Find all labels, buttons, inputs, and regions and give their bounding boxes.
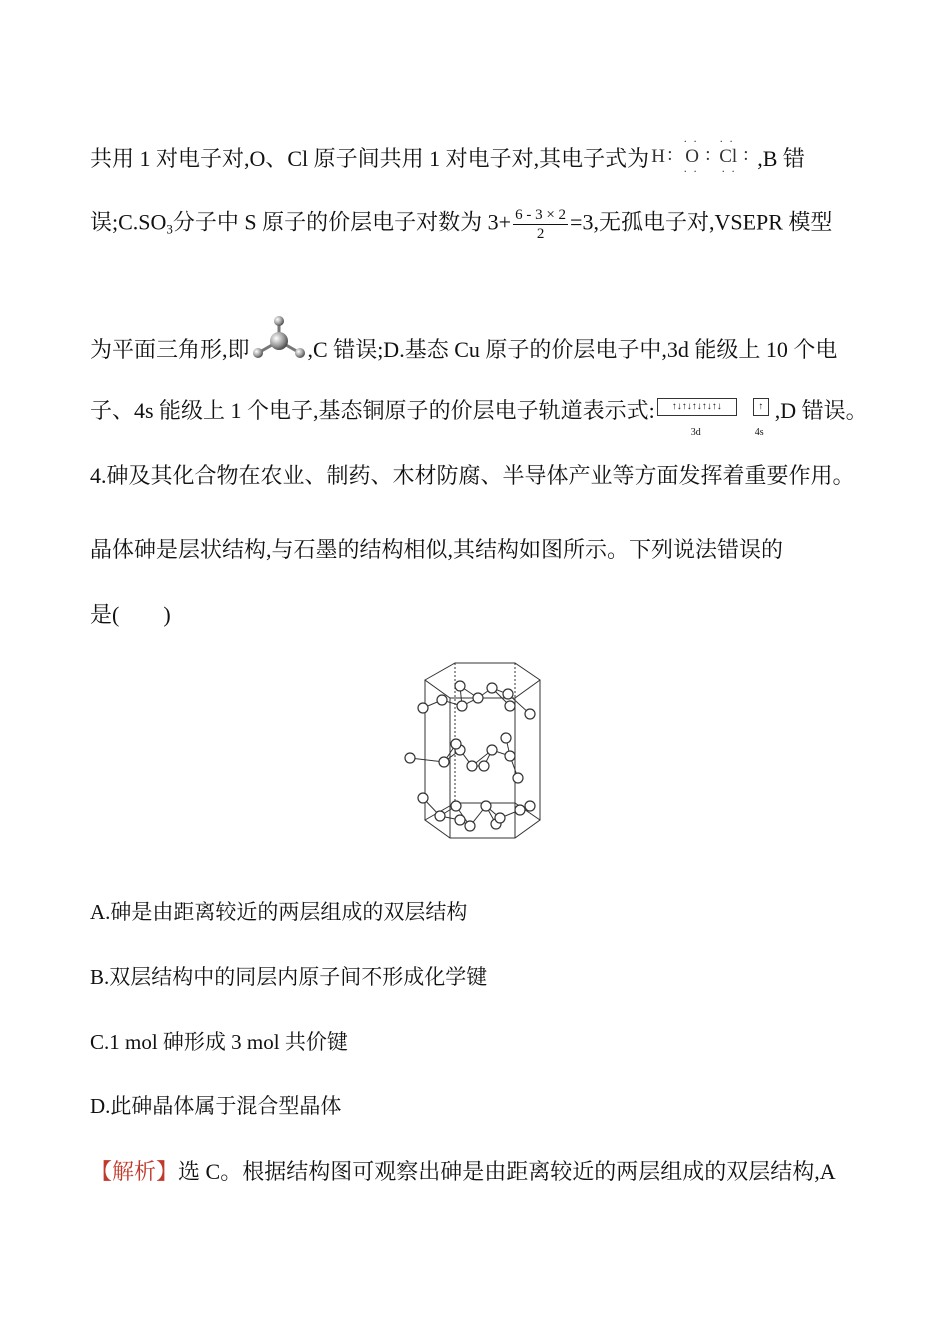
text-segment: ,C 错误;D.基态 Cu 原子的价层电子中,3d 能级上 10 个电 (307, 337, 838, 362)
analysis-text: 选 C。根据结构图可观察出砷是由距离较近的两层组成的双层结构,A (178, 1159, 836, 1184)
text-segment: 误;C.SO (90, 209, 167, 235)
subscript: 3 (166, 221, 173, 237)
orbital-4s-box: ↑ (753, 398, 769, 416)
fraction (513, 206, 568, 243)
so3-molecule-model-icon (250, 313, 308, 363)
text-segment: =3,无孤电子对,VSEPR 模型 (570, 209, 833, 235)
text-segment: ,D 错误。 (774, 398, 868, 423)
question-line-1: 4.砷及其化合物在农业、制药、木材防腐、半导体产业等方面发挥着重要作用。 (90, 463, 855, 488)
atom-h: H (651, 145, 665, 167)
atom-cl: Cl (719, 145, 738, 167)
analysis-line-2 (90, 206, 832, 245)
electron-formula-hocl: H : ·· O ·· : ·· Cl : ·· (651, 133, 749, 178)
option-c: C.1 mol 砷形成 3 mol 共价键 (90, 1030, 348, 1054)
text-segment: 分子中 S 原子的价层电子对数为 3+ (172, 209, 512, 235)
text-segment: 为平面三角形,即 (90, 337, 250, 362)
orbital-3d-label: 3d (690, 426, 701, 438)
option-b: B.双层结构中的同层内原子间不形成化学键 (90, 965, 488, 989)
orbital-3d-boxes: ↑↓↑↓↑↓↑↓↑↓ (657, 398, 737, 416)
analysis-line-3 (90, 313, 837, 365)
analysis-line-1 (90, 133, 805, 178)
analysis-line-4 (90, 396, 868, 438)
text-segment: 共用 1 对电子对,O、Cl 原子间共用 1 对电子对,其电子式为 (90, 146, 650, 171)
text-segment: ,B 错 (757, 146, 805, 171)
fraction-denominator: 2 (536, 226, 545, 242)
option-a: A.砷是由距离较近的两层组成的双层结构 (90, 900, 468, 924)
question-line-2: 晶体砷是层状结构,与石墨的结构相似,其结构如图所示。下列说法错误的 (90, 537, 784, 562)
fraction-numerator: 6 - 3 × 2 (515, 207, 567, 223)
question-line-3: 是( ) (90, 602, 171, 627)
option-d: D.此砷晶体属于混合型晶体 (90, 1094, 342, 1118)
arsenic-crystal-structure-diagram (400, 658, 570, 858)
text-segment: 子、4s 能级上 1 个电子,基态铜原子的价层电子轨道表示式: (90, 398, 655, 423)
orbital-4s-label: 4s (754, 426, 764, 438)
orbital-diagram (655, 398, 775, 438)
analysis-answer-line (90, 1157, 836, 1187)
analysis-tag: 【解析】 (90, 1159, 179, 1184)
atom-o: O (685, 145, 699, 167)
